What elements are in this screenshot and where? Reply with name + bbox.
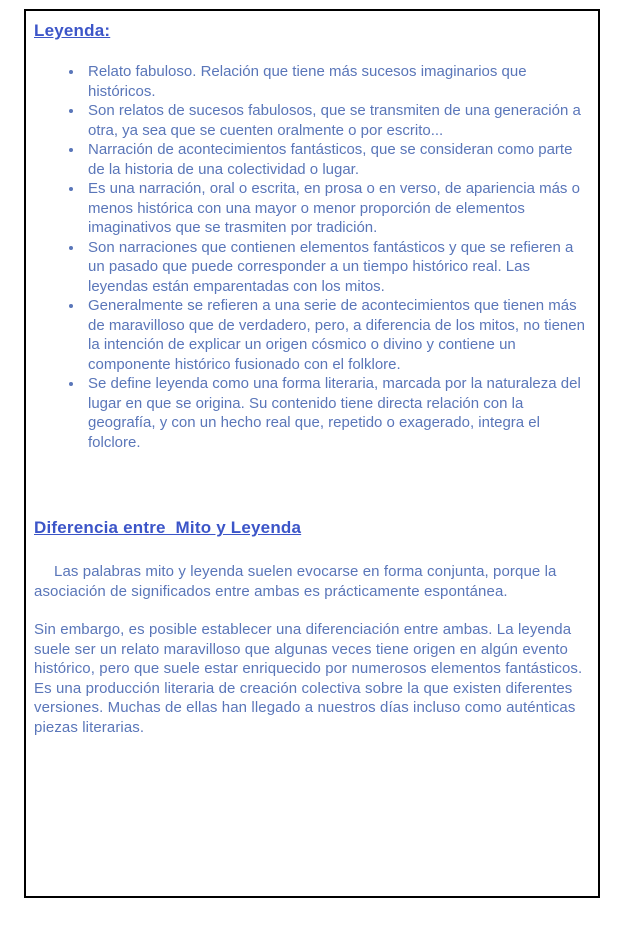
list-item: • Es una narración, oral o escrita, en prosa o en verso, de apariencia más o menos histórica con una mayor o menor proporción de elementos imaginativos que se trasmiten por tradición. bbox=[84, 179, 590, 238]
list-item: • Narración de acontecimientos fantásticos, que se consideran como parte de la historia de una colectividad o lugar. bbox=[84, 140, 590, 179]
document-border-box bbox=[24, 9, 600, 898]
heading-leyenda: Leyenda: bbox=[34, 21, 111, 40]
list-item: • Generalmente se refieren a una serie de acontecimientos que tienen más de maravilloso que de verdadero, pero, a diferencia de los mitos, no tienen la intención de explicar un origen cósmico o divino y contiene un componente histórico fusionado con el folklore. bbox=[84, 296, 590, 374]
heading-diferencia-mito-leyenda: Diferencia entre Mito y Leyenda bbox=[34, 518, 302, 537]
list-item: • Relato fabuloso. Relación que tiene más sucesos imaginarios que históricos. bbox=[84, 62, 590, 101]
definition-bullet-list bbox=[34, 62, 590, 452]
paragraph-sin-embargo: Sin embargo, es posible establecer una diferenciación entre ambas. La leyenda suele ser un relato maravilloso que algunas veces tiene origen en algún evento histórico, pero que suele estar enriquecido por numerosos elementos fantásticos. Es una producción literaria de creación colectiva sobre la que existen diferentes versiones. Muchas de ellas han llegado a nuestros días incluso como auténticas piezas literarias. bbox=[34, 621, 583, 736]
list-item: • Se define leyenda como una forma literaria, marcada por la naturaleza del lugar en que se origina. Su contenido tiene directa relación con la geografía, y con un hecho real que, repetido o exagerado, integra el folclore. bbox=[84, 374, 590, 452]
list-item: • Son narraciones que contienen elementos fantásticos y que se refieren a un pasado que puede corresponder a un tiempo histórico real. Las leyendas están emparentadas con los mitos. bbox=[84, 238, 590, 297]
paragraph-mito-leyenda-intro: Las palabras mito y leyenda suelen evocarse en forma conjunta, porque la asociación de significados entre ambas es prácticamente espontánea. bbox=[34, 563, 557, 600]
list-item: • Son relatos de sucesos fabulosos, que se transmiten de una generación a otra, ya sea que se cuenten oralmente o por escrito... bbox=[84, 101, 590, 140]
